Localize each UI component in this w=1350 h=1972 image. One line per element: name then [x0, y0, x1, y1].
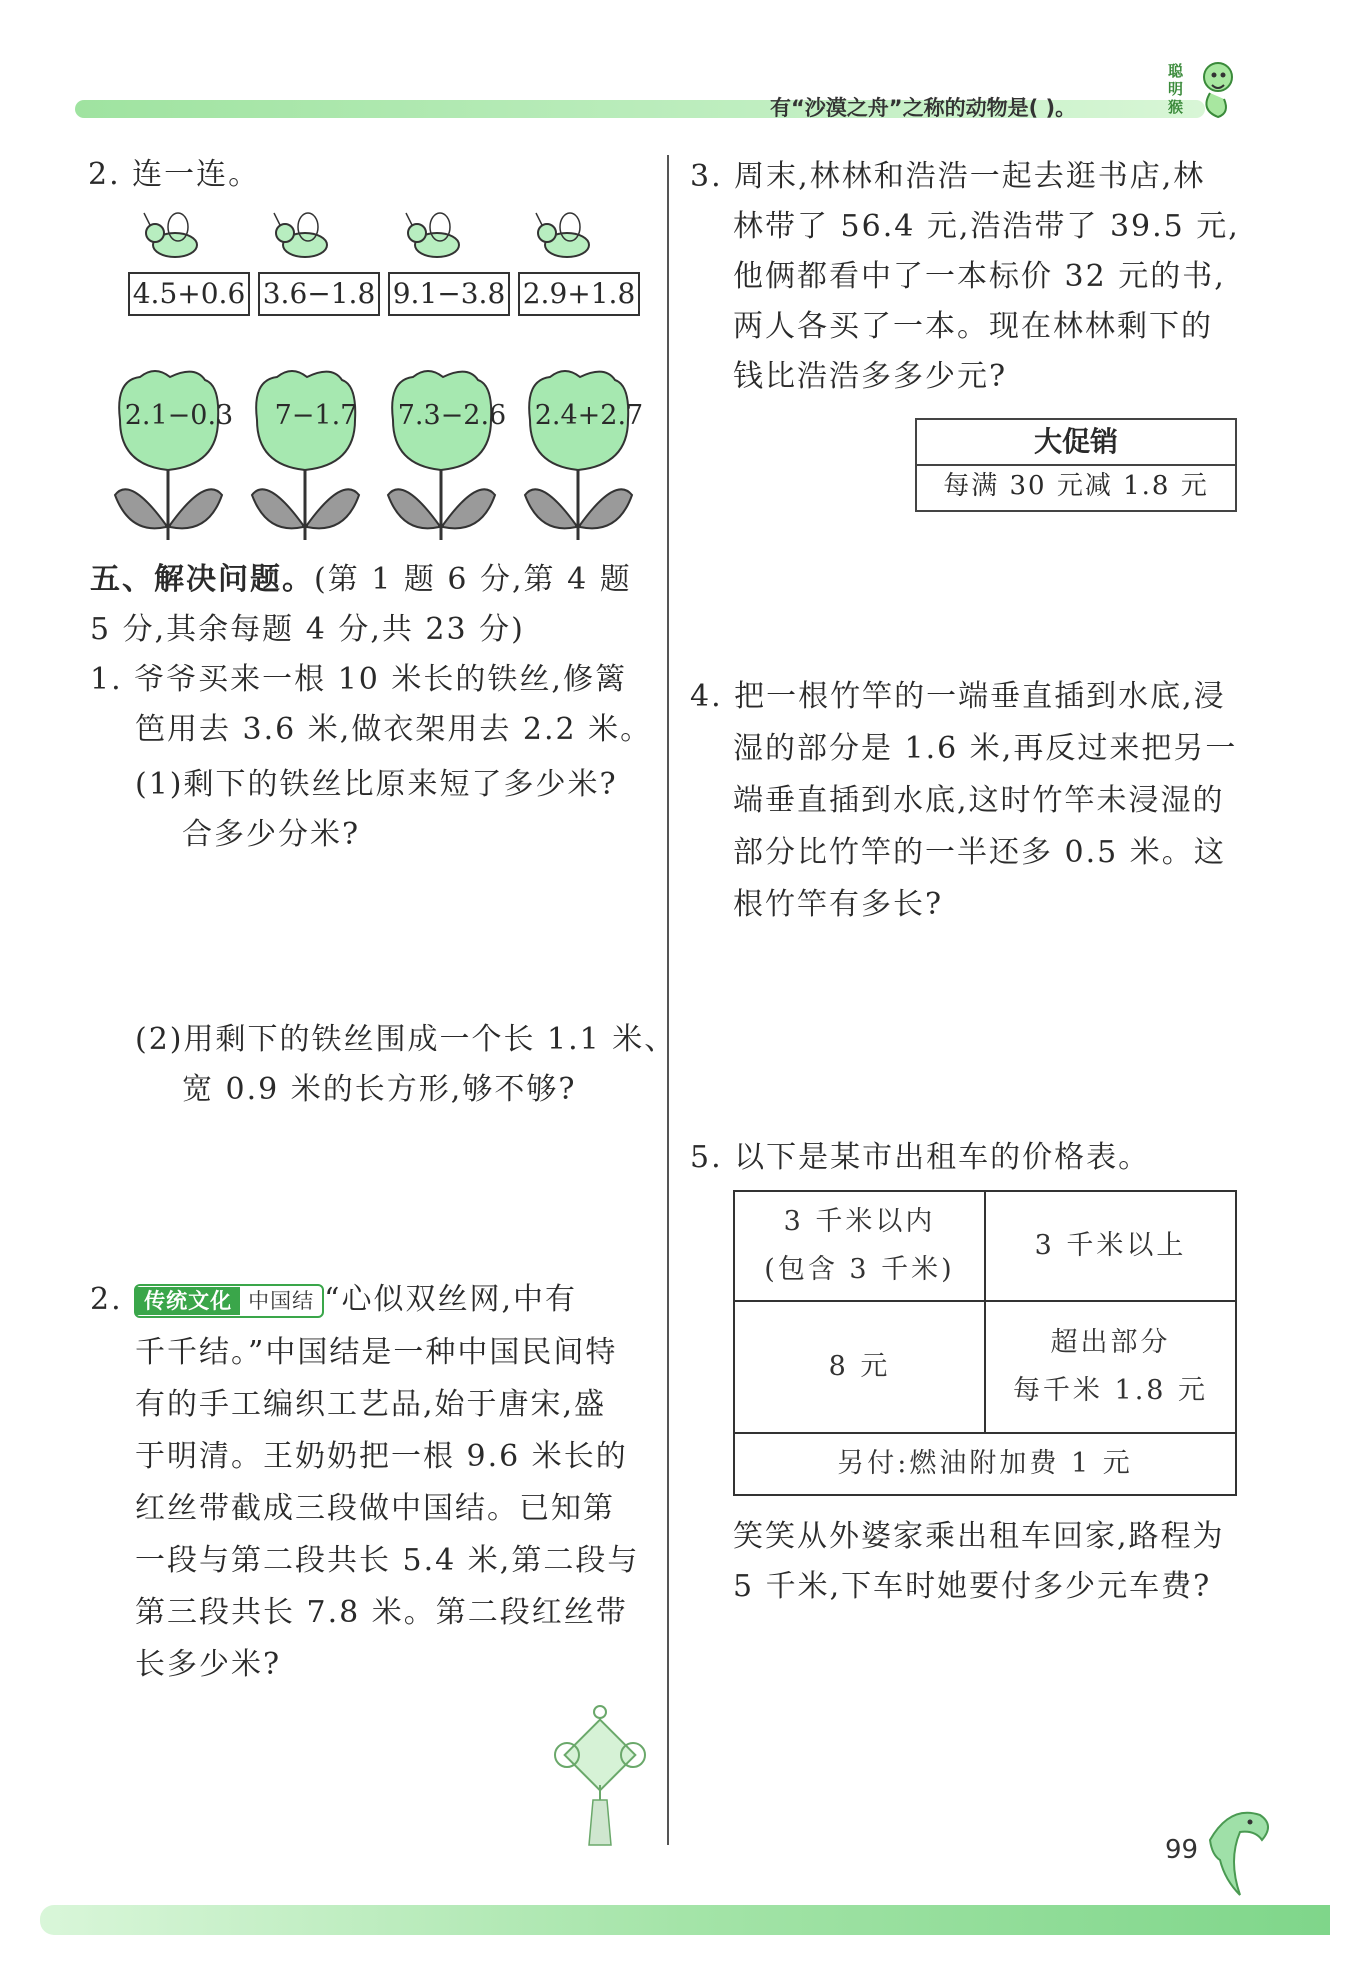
- problem-2-line: 有的手工编织工艺品,始于唐宋,盛: [135, 1387, 607, 1422]
- problem-4-line: 端垂直插到水底,这时竹竿未浸湿的: [733, 783, 1225, 818]
- problem-1-sub1: 合多少分米?: [182, 817, 361, 852]
- section-note: 5 分,其余每题 4 分,共 23 分): [90, 612, 525, 647]
- problem-1-sub2: 宽 0.9 米的长方形,够不够?: [182, 1072, 577, 1107]
- problem-5-title: 5. 以下是某市出租车的价格表。: [690, 1140, 1151, 1175]
- culture-tag: 传统文化 中国结: [134, 1284, 324, 1318]
- table-cell: 超出部分 每千米 1.8 元: [985, 1301, 1236, 1433]
- problem-2-line: 一段与第二段共长 5.4 米,第二段与: [135, 1543, 640, 1578]
- flower-icon: [115, 371, 222, 540]
- problem-1-line: 笆用去 3.6 米,做衣架用去 2.2 米。: [135, 712, 653, 747]
- bee-expression-box: 9.1−3.8: [388, 272, 510, 316]
- problem-3-line: 两人各买了一本。现在林林剩下的: [733, 309, 1213, 344]
- bee-icon: [274, 213, 327, 257]
- chinese-knot-icon: [545, 1700, 655, 1850]
- flower-expression: 7.3−2.6: [397, 400, 507, 431]
- problem-3-line: 他俩都看中了一本标价 32 元的书,: [733, 259, 1226, 294]
- bee-icon: [406, 213, 459, 257]
- bee-expression-box: 4.5+0.6: [128, 272, 250, 316]
- problem-1-sub1: (1)剩下的铁丝比原来短了多少米?: [135, 767, 618, 802]
- promotion-sign: [915, 418, 1237, 512]
- problem-3-line: 林带了 56.4 元,浩浩带了 39.5 元,: [733, 209, 1240, 244]
- page-number: 99: [1165, 1835, 1199, 1865]
- monkey-mascot-icon: [1180, 55, 1240, 129]
- flower-row: [110, 365, 660, 545]
- problem-2-line: 千千结。”中国结是一种中国民间特: [135, 1335, 618, 1370]
- table-header-cell: 3 千米以内 (包含 3 千米): [734, 1191, 985, 1301]
- flower-icon: [252, 371, 359, 540]
- flower-icon: [388, 371, 495, 540]
- problem-3-line: 3. 周末,林林和浩浩一起去逛书店,林: [690, 159, 1206, 194]
- problem-2-line: 于明清。王奶奶把一根 9.6 米长的: [135, 1439, 628, 1474]
- bee-icon: [144, 213, 197, 257]
- problem-4-line: 部分比竹竿的一半还多 0.5 米。这: [733, 835, 1226, 870]
- flower-expression: 2.1−0.3: [124, 400, 234, 431]
- section-heading: 五、解决问题。(第 1 题 6 分,第 4 题: [90, 562, 632, 597]
- problem-5-line: 笑笑从外婆家乘出租车回家,路程为: [733, 1519, 1225, 1554]
- header-quiz: 有“沙漠之舟”之称的动物是( )。: [770, 96, 1077, 120]
- problem-4-line: 4. 把一根竹竿的一端垂直插到水底,浸: [690, 679, 1226, 714]
- problem-2-line: 长多少米?: [135, 1647, 282, 1682]
- bee-icon: [536, 213, 589, 257]
- dolphin-icon: [1200, 1800, 1280, 1920]
- q2-title: 2. 连一连。: [88, 157, 261, 192]
- problem-2-header: 2. 传统文化 中国结 “心似双丝网,中有: [90, 1282, 578, 1317]
- problem-4-line: 根竹竿有多长?: [733, 887, 944, 922]
- mascot-label: 聪 明 猴: [1168, 62, 1184, 116]
- problem-2-line: 第三段共长 7.8 米。第二段红丝带: [135, 1595, 628, 1630]
- footer-band: [40, 1905, 1330, 1935]
- table-cell: 8 元: [734, 1301, 985, 1433]
- problem-5-line: 5 千米,下车时她要付多少元车费?: [733, 1569, 1212, 1604]
- problem-3-line: 钱比浩浩多多少元?: [733, 359, 1008, 394]
- problem-1-sub2: (2)用剩下的铁丝围成一个长 1.1 米、: [135, 1022, 677, 1057]
- table-footer-cell: 另付:燃油附加费 1 元: [734, 1433, 1236, 1495]
- promotion-title: 大促销: [1033, 425, 1118, 458]
- bee-expression-box: 3.6−1.8: [258, 272, 380, 316]
- bee-row: [130, 205, 650, 270]
- column-divider: [667, 155, 669, 1845]
- flower-expression: 2.4+2.7: [534, 400, 644, 431]
- problem-1-line: 1. 爷爷买来一根 10 米长的铁丝,修篱: [90, 662, 627, 697]
- flower-icon: [525, 371, 632, 540]
- promotion-text: 每满 30 元减 1.8 元: [917, 464, 1235, 506]
- table-header-cell: 3 千米以上: [985, 1191, 1236, 1301]
- problem-2-line: 红丝带截成三段做中国结。已知第: [135, 1491, 615, 1526]
- taxi-price-table: [733, 1190, 1237, 1496]
- bee-expression-box: 2.9+1.8: [518, 272, 640, 316]
- flower-expression: 7−1.7: [274, 400, 358, 431]
- problem-4-line: 湿的部分是 1.6 米,再反过来把另一: [733, 731, 1238, 766]
